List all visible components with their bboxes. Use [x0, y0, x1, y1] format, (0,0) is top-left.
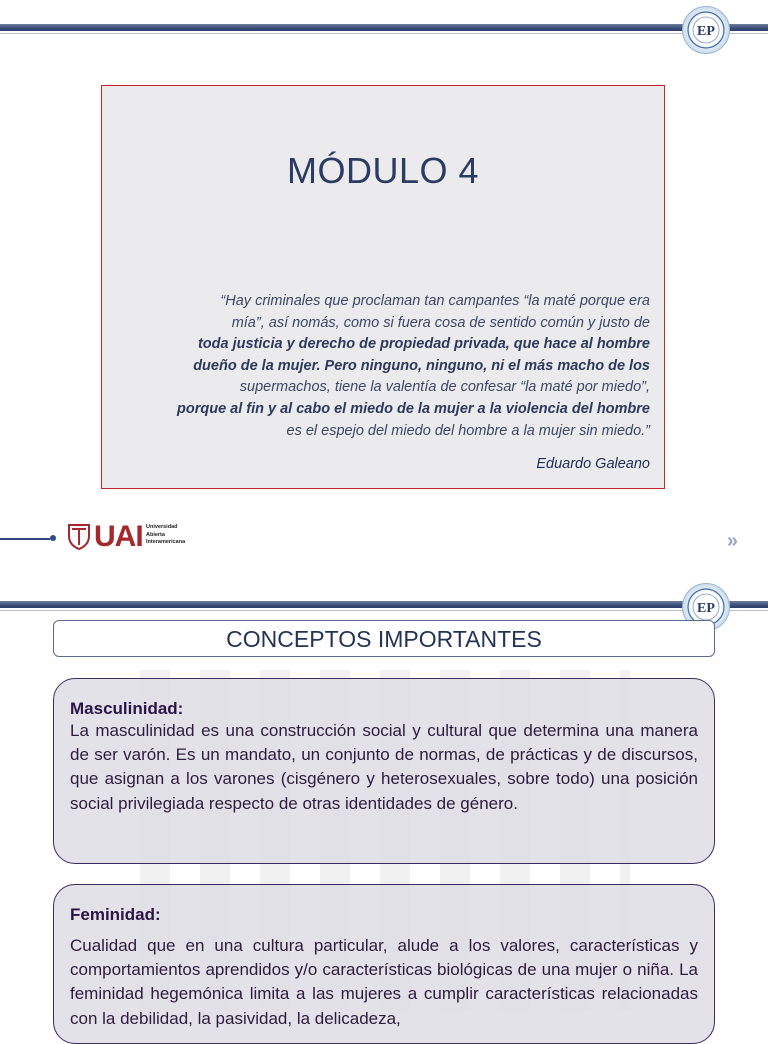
quote-line: mía”, así nomás, como si fuera cosa de sentido común y justo de	[231, 314, 650, 331]
header-bar-thin	[0, 33, 768, 34]
quote-line: supermachos, tiene la valentía de confesar “la maté por miedo”,	[239, 379, 650, 396]
header-bar	[0, 601, 768, 608]
concepts-title: CONCEPTOS IMPORTANTES	[53, 620, 715, 657]
concept-text: Cualidad que en una cultura particular, alude a los valores, características y comportamientos aprendidos y/o características biológicas de una mujer o niña. La feminidad hegemónica limita a las mujeres a cumplir características relacionadas con la debilidad, la pasividad, la delicadeza,	[70, 936, 698, 1028]
quote-line: porque al fin y al cabo el miedo de la mujer a la violencia del hombre	[177, 400, 650, 417]
quote-line: “Hay criminales que proclaman tan campantes “la maté porque era	[220, 293, 650, 309]
concept-box-masculinidad	[53, 678, 715, 864]
ep-logo	[682, 6, 730, 54]
uai-sub-line: Interamericana	[146, 539, 186, 545]
concept-heading: Feminidad:	[70, 905, 161, 924]
uai-logo-subtitle	[146, 524, 185, 547]
footer-line	[0, 538, 50, 540]
uai-sub-line: Universidad	[146, 524, 178, 530]
uai-sub-line: Abierta	[146, 531, 165, 538]
concept-text: La masculinidad es una construcción social y cultural que determina una manera de ser varón. Es un mandato, un conjunto de normas, de prácticas y de discursos, que asignan a los varones (cisgénero y heterosexuales, sobre todo) una posición social privilegiada respecto de otras identidades de género.	[70, 721, 698, 813]
concept-box-feminidad	[53, 884, 715, 1044]
header-bar	[0, 24, 768, 31]
double-chevron-right-icon[interactable]: »	[726, 530, 738, 552]
module-card	[101, 85, 665, 489]
slide-2	[0, 575, 768, 1028]
slide-gap	[0, 565, 768, 575]
footer-line-dot	[50, 535, 56, 541]
uai-logo-text: UAI	[94, 520, 143, 553]
ep-logo-text: EP	[697, 601, 715, 616]
quote-line: toda justicia y derecho de propiedad privada, que hace al hombre	[197, 336, 650, 353]
concept-heading: Masculinidad:	[70, 699, 184, 718]
slide-footer	[0, 514, 768, 564]
quote-author: Eduardo Galeano	[536, 456, 650, 472]
galeano-quote	[110, 291, 650, 442]
ep-logo-text: EP	[697, 24, 715, 39]
module-title: MÓDULO 4	[286, 150, 480, 191]
uai-shield-icon	[68, 524, 90, 550]
header-bar-thin	[0, 610, 768, 611]
quote-line: es el espejo del miedo del hombre a la mujer sin miedo.”	[286, 422, 650, 439]
quote-line: dueño de la mujer. Pero ninguno, ninguno, ni el más macho de los	[193, 357, 650, 374]
